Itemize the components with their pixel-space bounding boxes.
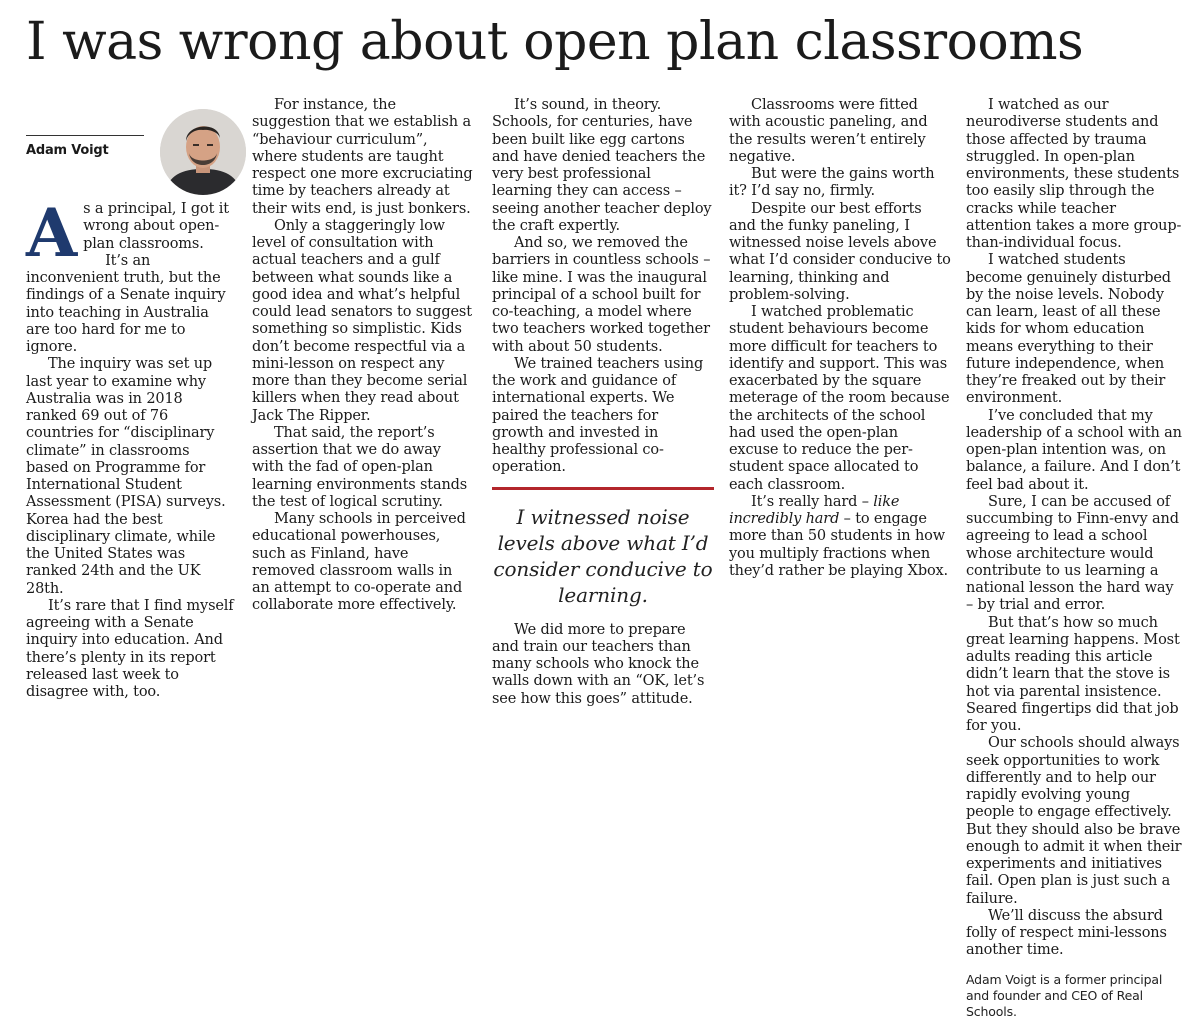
paragraph: Sure, I can be accused of succumbing to Finn-envy and agreeing to lead a school whose architecture would contribute to us learning a national lesson the hard way – by trial and error. bbox=[966, 493, 1179, 614]
pull-quote: I witnessed noise levels above what I’d consider conducive to learning. bbox=[493, 504, 713, 607]
paragraph: It’s an inconvenient truth, but the findings of a Senate inquiry into teaching in Australia are too hard for me to ignore. bbox=[26, 252, 226, 355]
paragraph: The inquiry was set up last year to examine why Australia was in 2018 ranked 69 out of 76 countries for “disciplinary climate” in classrooms based on Programme for International Student Assessment (PISA) surveys. Korea had the best disciplinary climate, while the United States was ranked 24th and the UK 28th. bbox=[26, 356, 226, 597]
paragraph: That said, the report’s assertion that we do away with the fad of open-plan learning environments stands the test of logical scrutiny. bbox=[252, 424, 468, 510]
paragraph: I’ve concluded that my leadership of a school with an open-plan intention was, on balance, a failure. And I don’t feel bad about it. bbox=[966, 407, 1182, 493]
author-bio: Adam Voigt is a former principal and founder and CEO of Real Schools. bbox=[966, 971, 1163, 1019]
paragraph: It’s rare that I find myself agreeing with a Senate inquiry into education. And there’s plenty in its report released last week to disagree with, too. bbox=[26, 597, 234, 700]
paragraph: It’s sound, in theory. Schools, for centuries, have been built like egg cartons and have denied teachers the very best professional learning they can access – seeing another teacher deploy the craft expertly. bbox=[492, 97, 712, 234]
column-5 bbox=[966, 97, 1182, 1020]
paragraph: It’s really hard – like incredibly hard – to engage more than 50 students in how you multiply fractions when they’d rather be playing Xbox. bbox=[729, 493, 949, 579]
pull-quote-rule bbox=[492, 487, 714, 490]
author-photo bbox=[160, 109, 246, 195]
paragraph: We trained teachers using the work and guidance of international experts. We paired the teachers for growth and invested in healthy professional co-operation. bbox=[492, 355, 704, 476]
author-byline: Adam Voigt bbox=[26, 143, 109, 158]
paragraph: Classrooms were fitted with acoustic paneling, and the results weren’t entirely negative. bbox=[729, 97, 928, 165]
drop-cap: A bbox=[26, 194, 78, 272]
paragraph: But were the gains worth it? I’d say no, firmly. bbox=[729, 166, 935, 200]
paragraph: We did more to prepare and train our teachers than many schools who knock the walls down with an “OK, let’s see how this goes” attitude. bbox=[492, 621, 705, 707]
paragraph: And so, we removed the barriers in countless schools – like mine. I was the inaugural principal of a school built for co-teaching, a model where two teachers worked together with about 50 students. bbox=[492, 235, 711, 355]
paragraph: We’ll discuss the absurd folly of respect mini-lessons another time. bbox=[966, 907, 1167, 959]
lead-paragraph: As a principal, I got it wrong about open-plan classrooms. bbox=[26, 194, 229, 272]
byline-block bbox=[26, 91, 234, 195]
column-3 bbox=[492, 97, 714, 708]
paragraph: But that’s how so much great learning happens. Most adults reading this article didn’t learn that the stove is hot via parental insistence. Seared fingertips did that job for you. bbox=[966, 614, 1180, 734]
column-4 bbox=[729, 97, 951, 580]
headline: I was wrong about open plan classrooms bbox=[26, 12, 1084, 72]
column-1 bbox=[26, 91, 234, 701]
paragraph: Many schools in perceived educational powerhouses, such as Finland, have removed classroom walls in an attempt to co-operate and collaborate more effectively. bbox=[252, 511, 466, 614]
paragraph: Only a staggeringly low level of consultation with actual teachers and a gulf between what sounds like a good idea and what’s helpful could lead senators to suggest something so simplistic. Kids don’t become respectful via a mini-lesson on respect any more than they become serial killers when they read about Jack The Ripper. bbox=[252, 217, 472, 424]
paragraph: For instance, the suggestion that we establish a “behaviour curriculum”, where students are taught respect one more excruciating time by teachers already at their wits end, is just bonkers. bbox=[252, 97, 473, 217]
paragraph: I watched problematic student behaviours become more difficult for teachers to identify and support. This was exacerbated by the square meterage of the room because the architects of the school had used the open-plan excuse to reduce the per-student space allocated to each classroom. bbox=[729, 304, 950, 493]
byline-rule bbox=[26, 135, 144, 136]
column-2 bbox=[252, 97, 474, 615]
paragraph: Despite our best efforts and the funky paneling, I witnessed noise levels above what I’d consider conducive to learning, thinking and problem-solving. bbox=[729, 200, 951, 303]
emphasis: like incredibly hard bbox=[729, 493, 900, 527]
paragraph: Our schools should always seek opportunities to work differently and to help our rapidly evolving young people to engage effectively. But they should also be brave enough to admit it when their experiments and initiatives fail. Open plan is just such a failure. bbox=[966, 735, 1182, 907]
paragraph: I watched as our neurodiverse students and those affected by trauma struggled. In open-plan environments, these students too easily slip through the cracks while teacher attention takes a more group-than-individual focus. bbox=[966, 97, 1182, 251]
author-portrait-icon bbox=[160, 109, 246, 195]
paragraph: I watched students become genuinely disturbed by the noise levels. Nobody can learn, least of all these kids for whom education means everything to their future independence, when they’re freaked out by their environment. bbox=[966, 252, 1171, 407]
